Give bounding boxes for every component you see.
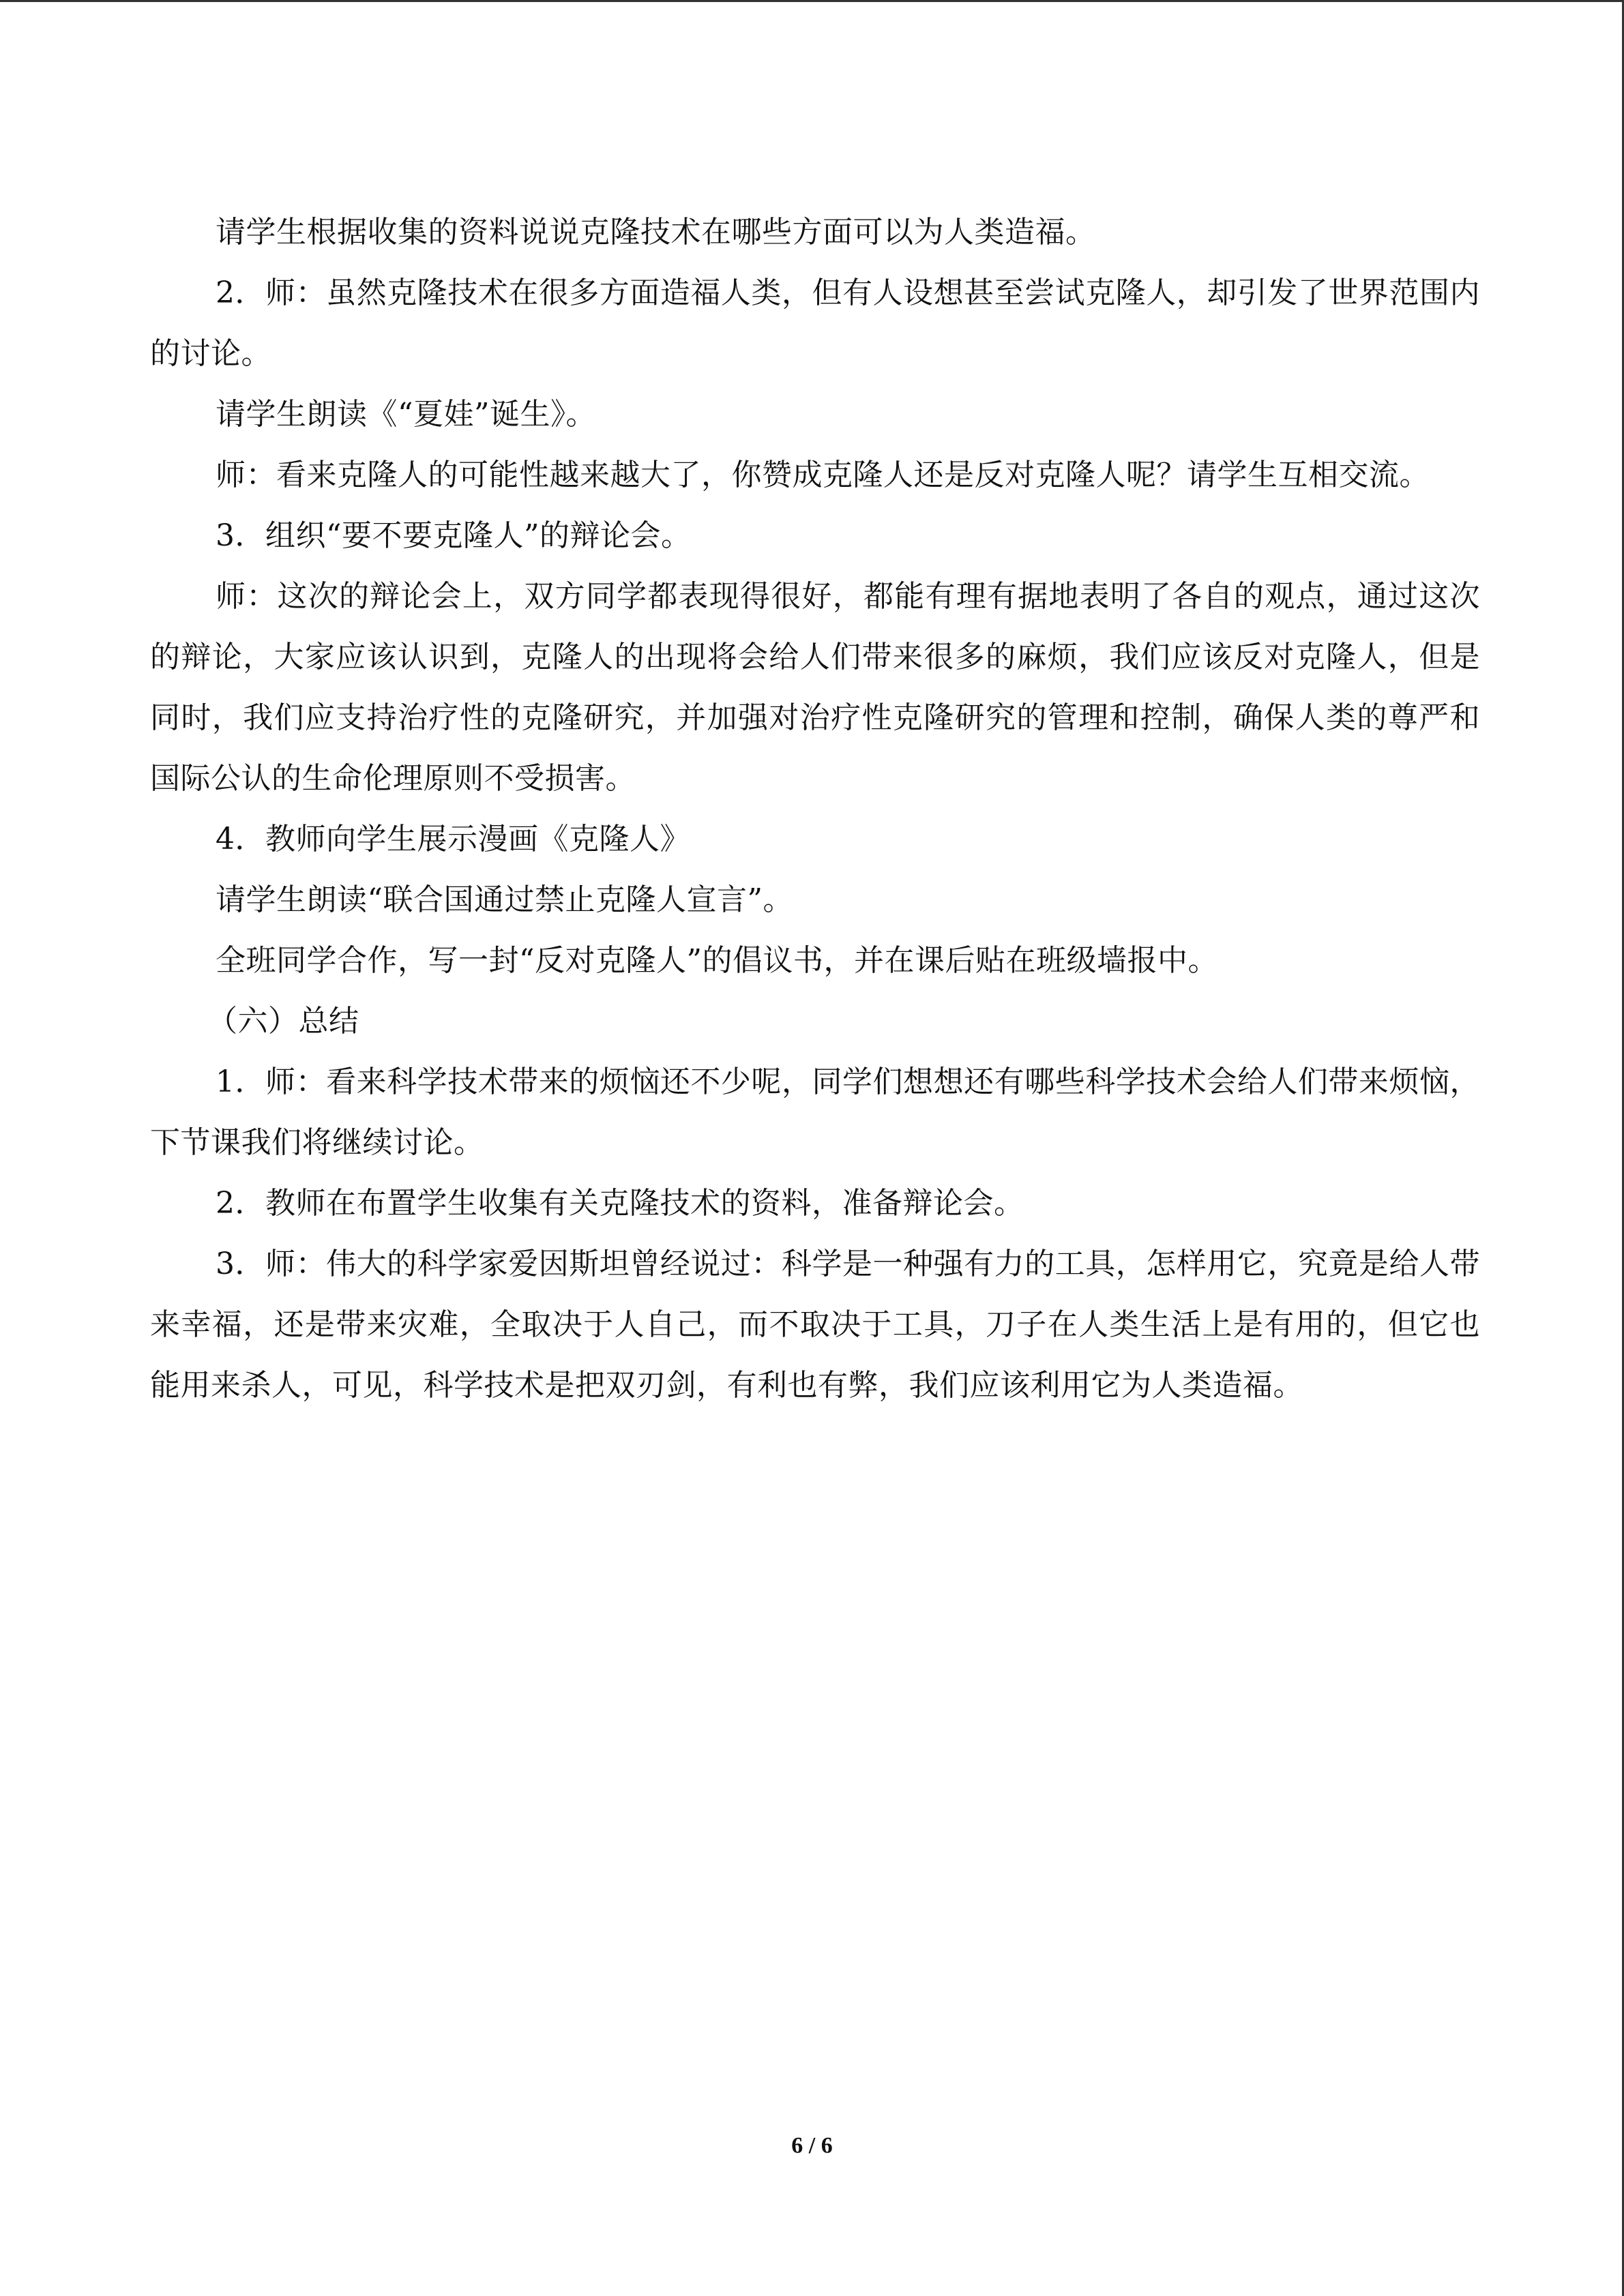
paragraph-7: 4．教师向学生展示漫画《克隆人》 <box>216 822 690 856</box>
paragraph-2: 2．师：虽然克隆技术在很多方面造福人类，但有人设想甚至尝试克隆人，却引发了世界范围内的讨论。 <box>150 275 1480 371</box>
paragraph-8: 请学生朗读“联合国通过禁止克隆人宣言”。 <box>216 882 793 917</box>
paragraph-13: 3．师：伟大的科学家爱因斯坦曾经说过：科学是一种强有力的工具，怎样用它，究竟是给人带来幸福，还是带来灾难，全取决于人自己，而不取决于工具，刀子在人类生活上是有用的，但它也能用来杀人，可见，科学技术是把双刃剑，有利也有弊，我们应该利用它为人类造福。 <box>150 1247 1480 1403</box>
document-body <box>150 202 1480 1416</box>
paragraph-3: 请学生朗读《“夏娃”诞生》。 <box>216 397 596 432</box>
paragraph-9: 全班同学合作，写一封“反对克隆人”的倡议书，并在课后贴在班级墙报中。 <box>216 943 1218 978</box>
section-heading-summary: （六）总结 <box>207 1004 359 1039</box>
paragraph-5: 3．组织“要不要克隆人”的辩论会。 <box>216 518 692 553</box>
paragraph-11: 1．师：看来科学技术带来的烦恼还不少呢，同学们想想还有哪些科学技术会给人们带来烦恼，下节课我们将继续讨论。 <box>150 1064 1480 1160</box>
paragraph-12: 2．教师在布置学生收集有关克隆技术的资料，准备辩论会。 <box>216 1186 1024 1221</box>
paragraph-6: 师：这次的辩论会上，双方同学都表现得很好，都能有理有据地表明了各自的观点，通过这次的辩论，大家应该认识到，克隆人的出现将会给人们带来很多的麻烦，我们应该反对克隆人，但是同时，我们应支持治疗性的克隆研究，并加强对治疗性克隆研究的管理和控制，确保人类的尊严和国际公认的生命伦理原则不受损害。 <box>150 579 1480 796</box>
page-number: 6 / 6 <box>791 2133 833 2158</box>
paragraph-4: 师：看来克隆人的可能性越来越大了，你赞成克隆人还是反对克隆人呢？请学生互相交流。 <box>216 458 1430 492</box>
paragraph-1: 请学生根据收集的资料说说克隆技术在哪些方面可以为人类造福。 <box>216 215 1096 250</box>
